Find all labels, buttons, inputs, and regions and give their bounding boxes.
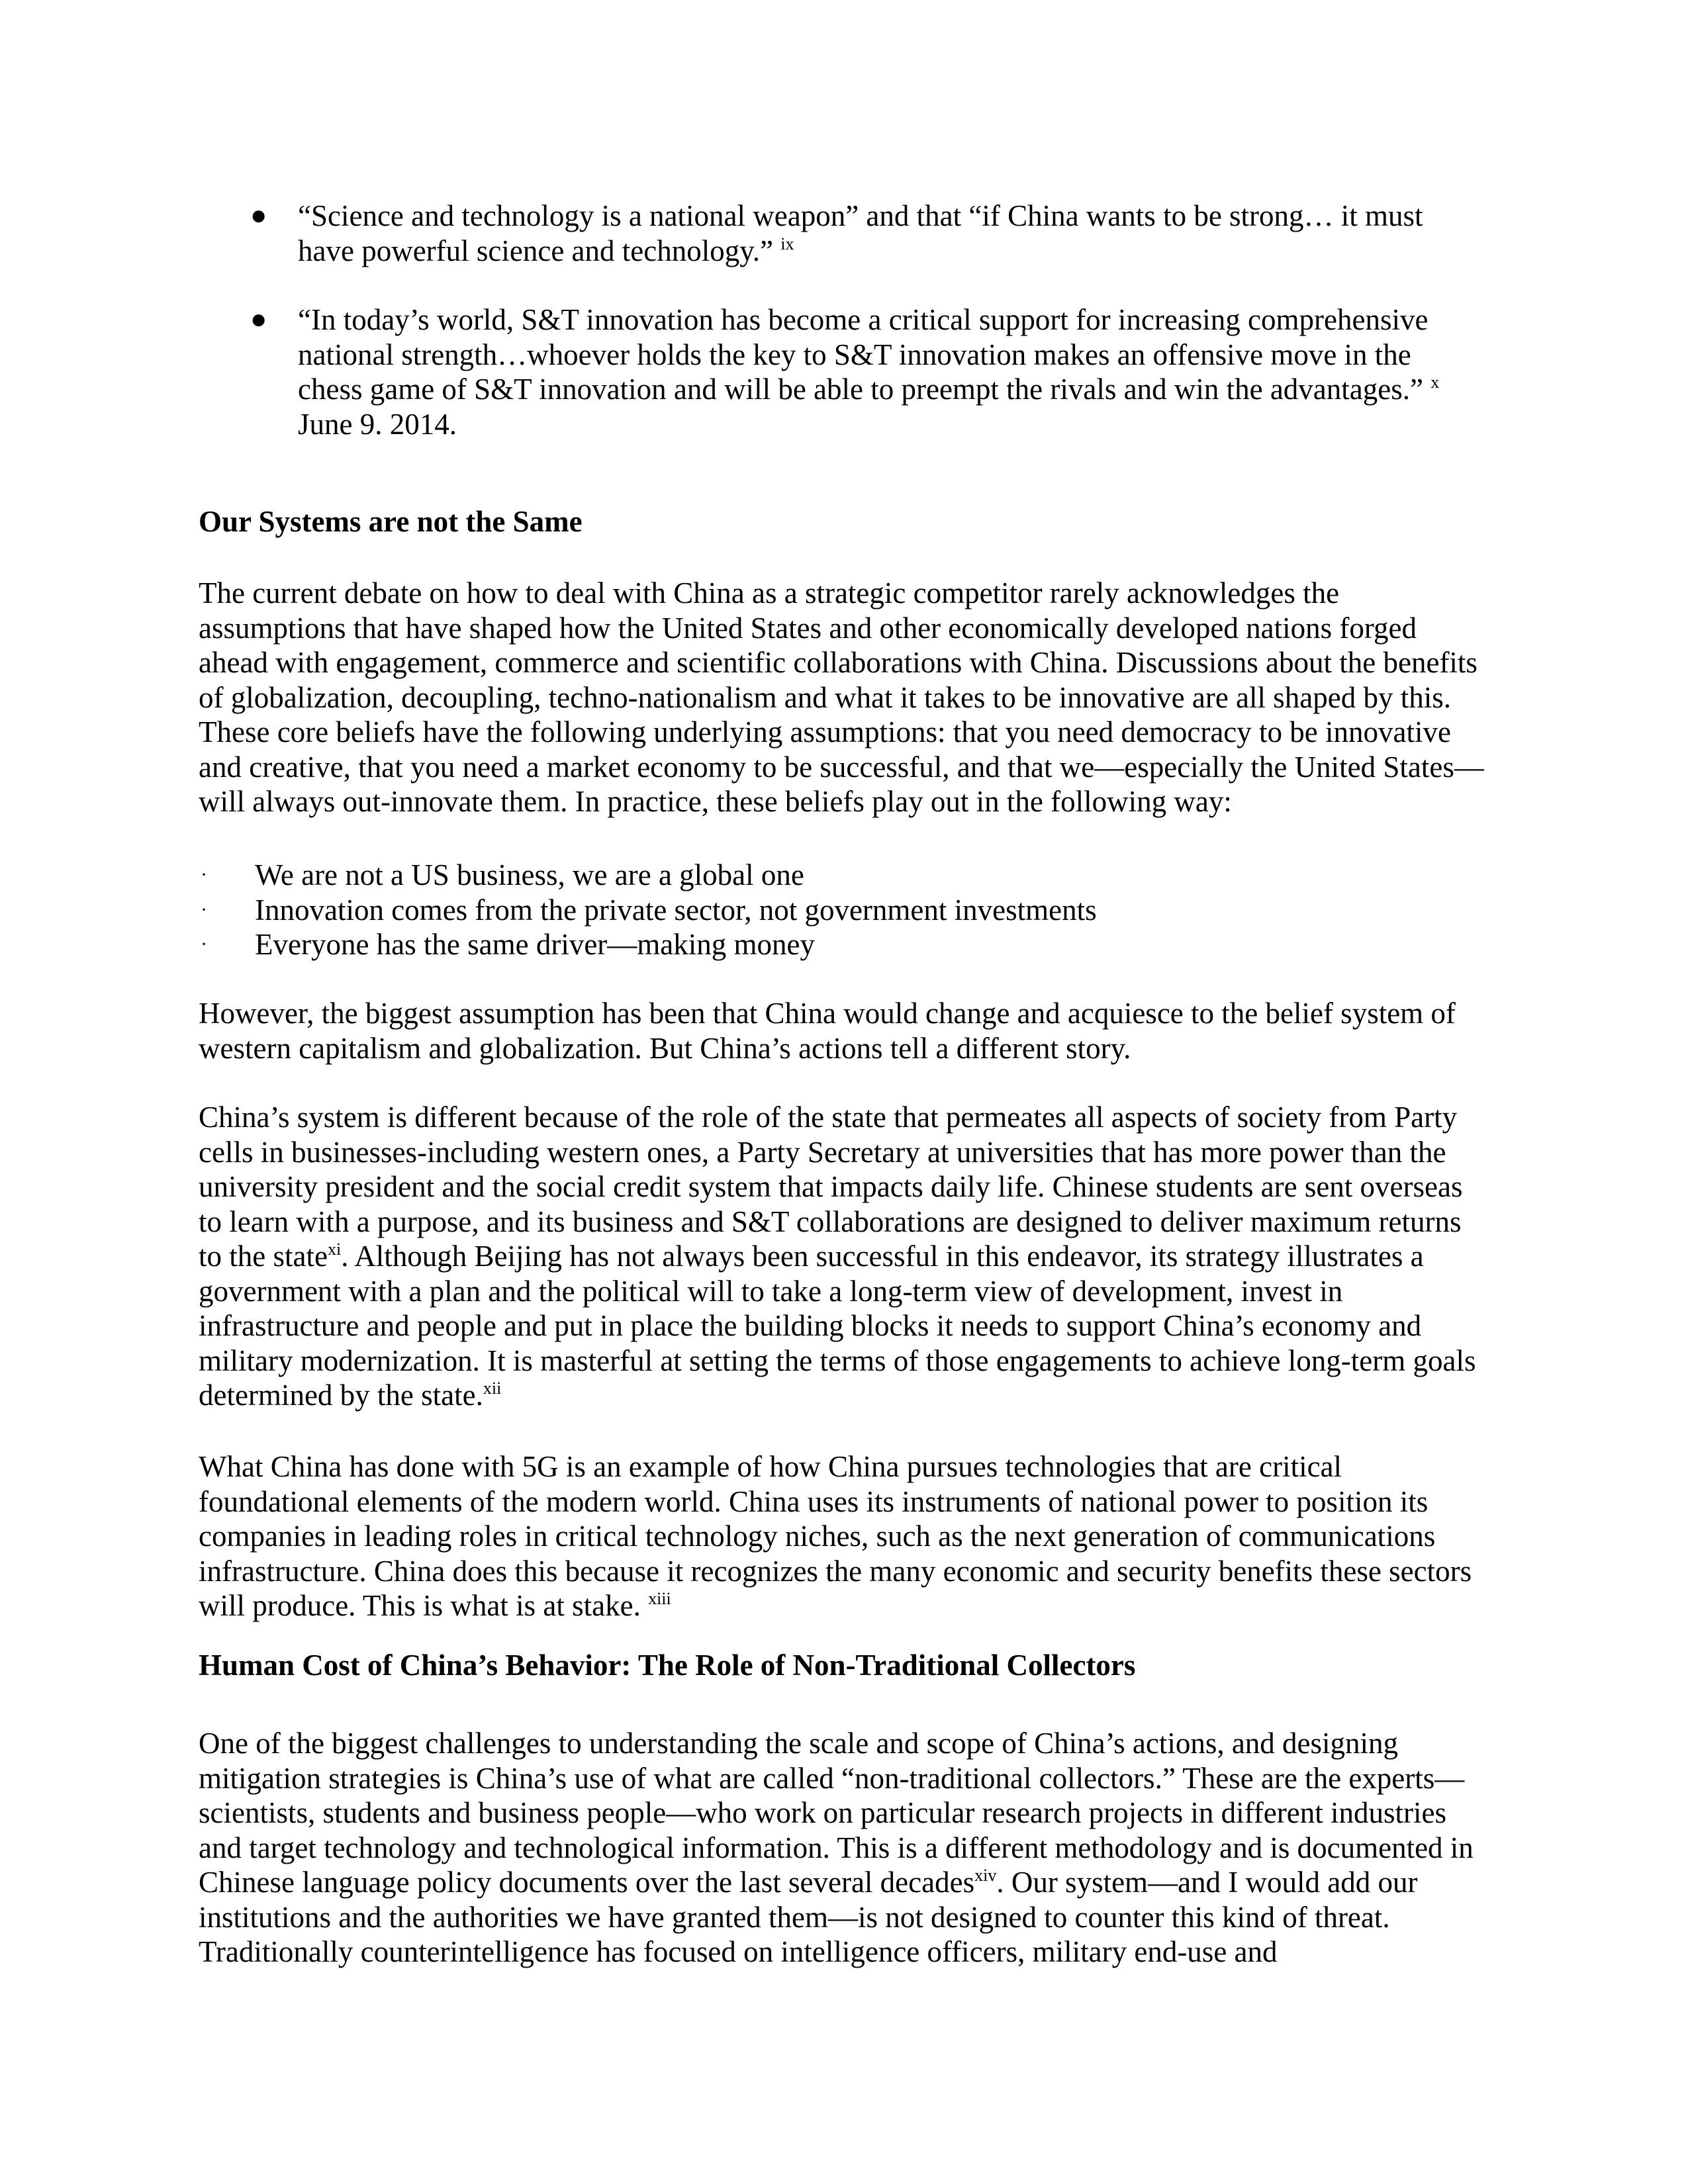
paragraph-text: . Our system—and I would add our institutions and the authorities we have granted them—is not designed to counter this kind of threat. Traditionally counterintelligence has focused on intelligence officers, military end-use and bbox=[199, 1866, 1418, 1968]
endnote-ref[interactable]: xiv bbox=[974, 1866, 997, 1885]
list-item-text: Innovation comes from the private sector, not government investments bbox=[255, 893, 1097, 927]
quote-list bbox=[199, 199, 1456, 476]
list-item bbox=[199, 858, 1097, 893]
bullet-icon: · bbox=[201, 933, 207, 955]
beliefs-list bbox=[199, 858, 1097, 962]
quote-date: June 9. 2014. bbox=[298, 407, 457, 441]
endnote-ref[interactable]: ix bbox=[780, 234, 794, 253]
quote-text: “Science and technology is a national weapon” and that “if China wants to be strong… it must have powerful science and technology.” bbox=[298, 199, 1423, 267]
paragraph-text: . Although Beijing has not always been successful in this endeavor, its strategy illustrates a government with a plan and the political will to take a long-term view of development, invest in infrastructure and people and put in place the building blocks it needs to support China’s economy and military modernization. It is masterful at setting the terms of those engagements to achieve long-term goals determined by the state. bbox=[199, 1240, 1476, 1412]
list-item bbox=[199, 893, 1097, 928]
endnote-ref[interactable]: xiii bbox=[648, 1589, 671, 1608]
list-item-text: We are not a US business, we are a global one bbox=[255, 858, 804, 891]
paragraph: However, the biggest assumption has been that China would change and acquiesce to the belief system of western capitalism and globalization. But China’s actions tell a different story. bbox=[199, 997, 1456, 1065]
quote-text: “In today’s world, S&T innovation has become a critical support for increasing comprehensive national strength…whoever holds the key to S&T innovation makes an offensive move in the chess game of S&T innovation and will be able to preempt the rivals and win the advantages.” bbox=[298, 303, 1431, 406]
paragraph: The current debate on how to deal with China as a strategic competitor rarely acknowledges the assumptions that have shaped how the United States and other economically developed nations forged ahead with engagement, commerce and scientific collaborations with China. Discussions about the benefits of globalization, decoupling, techno-nationalism and what it takes to be innovative are all shaped by this. These core beliefs have the following underlying assumptions: that you need democracy to be innovative and creative, that you need a market economy to be successful, and that we—especially the United States—will always out-innovate them. In practice, these beliefs play out in the following way: bbox=[199, 576, 1484, 818]
paragraph-text: What China has done with 5G is an example of how China pursues technologies that are critical foundational elements of the modern world. China uses its instruments of national power to position its companies in leading roles in critical technology niches, such as the next generation of communications infrastructure. China does this because it recognizes the many economic and security benefits these sectors will produce. This is what is at stake. bbox=[199, 1450, 1472, 1622]
paragraph bbox=[199, 1726, 1489, 1970]
endnote-ref[interactable]: xi bbox=[327, 1240, 342, 1259]
endnote-ref[interactable]: x bbox=[1430, 373, 1440, 392]
paragraph bbox=[199, 1449, 1489, 1623]
list-item bbox=[199, 927, 1097, 962]
quote-item bbox=[199, 199, 1456, 268]
bullet-icon: ● bbox=[250, 201, 267, 231]
section-heading: Our Systems are not the Same bbox=[199, 505, 583, 538]
bullet-icon: ● bbox=[250, 304, 267, 335]
bullet-icon: · bbox=[201, 864, 207, 886]
paragraph-text: China’s system is different because of the role of the state that permeates all aspects of society from Party cells in businesses-including western ones, a Party Secretary at universities that has more power than the university president and the social credit system that impacts daily life. Chinese students are sent overseas to learn with a purpose, and its business and S&T collaborations are designed to deliver maximum returns to the state bbox=[199, 1101, 1463, 1273]
quote-item bbox=[199, 302, 1456, 441]
endnote-ref[interactable]: xii bbox=[483, 1379, 502, 1398]
paragraph-text: One of the biggest challenges to understanding the scale and scope of China’s actions, and designing mitigation strategies is China’s use of what are called “non-traditional collectors.” These are the experts—scientists, students and business people—who work on particular research projects in different industries and target technology and technological information. This is a different methodology and is documented in Chinese language policy documents over the last several decades bbox=[199, 1727, 1474, 1899]
bullet-icon: · bbox=[201, 898, 207, 921]
paragraph bbox=[199, 1100, 1489, 1413]
list-item-text: Everyone has the same driver—making money bbox=[255, 928, 815, 961]
section-heading: Human Cost of China’s Behavior: The Role of Non-Traditional Collectors bbox=[199, 1649, 1136, 1682]
